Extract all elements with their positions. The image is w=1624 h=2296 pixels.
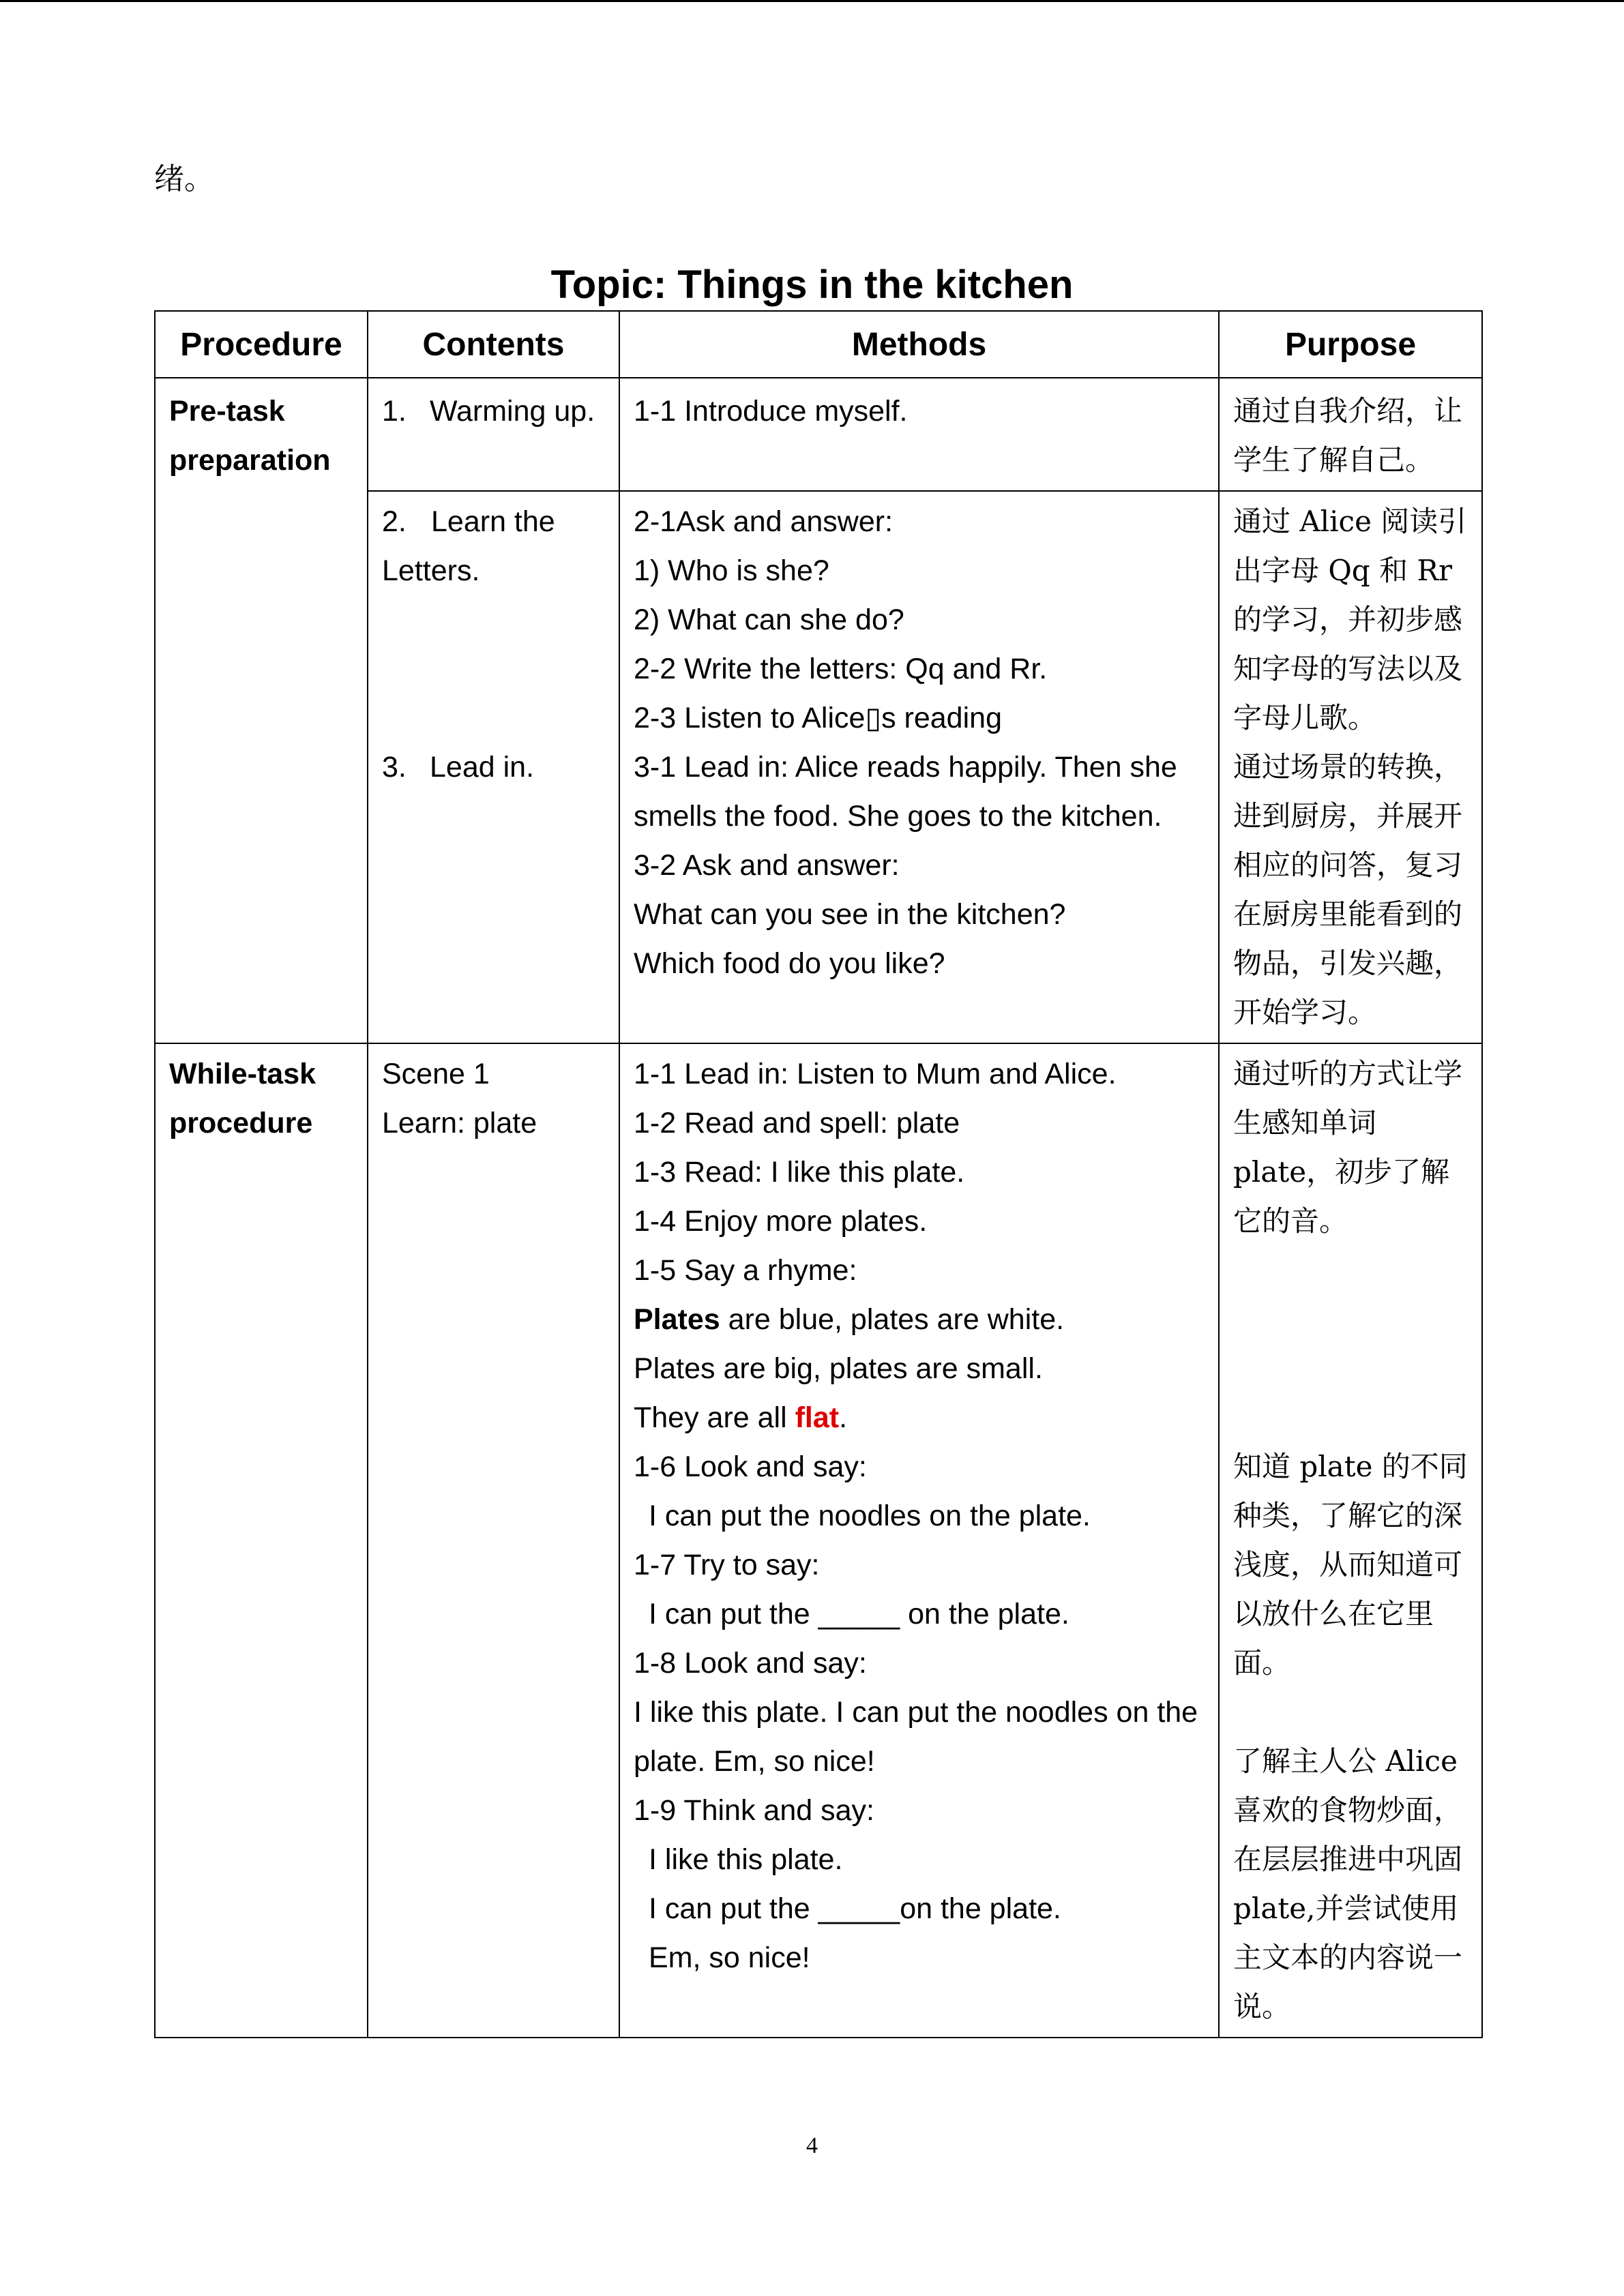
- purpose-line: 物品，引发兴趣，: [1233, 946, 1463, 980]
- content-text: Learn the: [431, 505, 555, 538]
- methods-cell: [619, 1043, 1219, 2038]
- purpose-line: 字母儿歌。: [1233, 701, 1377, 734]
- content-text: Letters.: [382, 554, 480, 587]
- purpose-line: plate,并尝试使用: [1233, 1892, 1459, 1925]
- method-line: 1-9 Think and say:: [634, 1794, 874, 1827]
- stage-label: Pre-task: [169, 395, 285, 428]
- method-line: 1-4 Enjoy more plates.: [634, 1205, 928, 1238]
- top-border-line: [0, 0, 1624, 2]
- purpose-line: 知道 plate 的不同: [1233, 1450, 1468, 1483]
- rhyme-line: Plates are big, plates are small.: [634, 1352, 1043, 1385]
- purpose-line: 种类，了解它的深: [1233, 1499, 1463, 1532]
- purpose-line: 说。: [1233, 1990, 1291, 2023]
- purpose-cell: [1219, 491, 1482, 1043]
- purpose-line: 相应的问答，复习: [1233, 848, 1463, 882]
- table-row: [155, 378, 1482, 491]
- rhyme-text: They are all: [634, 1401, 795, 1434]
- content-text: Lead in.: [430, 751, 535, 784]
- method-line: 1-2 Read and spell: plate: [634, 1107, 960, 1139]
- purpose-line: 面。: [1233, 1646, 1291, 1680]
- contents-cell: [368, 491, 619, 1043]
- method-line: 1-8 Look and say:: [634, 1647, 867, 1680]
- list-number: 2.: [382, 505, 407, 538]
- page-title: Topic: Things in the kitchen: [550, 263, 1074, 307]
- method-line: 1-6 Look and say:: [634, 1450, 867, 1483]
- stage-label: preparation: [169, 444, 331, 477]
- stage-label: While-task: [169, 1058, 316, 1090]
- purpose-line: 知字母的写法以及: [1233, 652, 1463, 685]
- method-line: plate. Em, so nice!: [634, 1745, 875, 1778]
- table-header-row: [155, 311, 1482, 378]
- method-line: I can put the _____on the plate.: [649, 1892, 1061, 1925]
- methods-cell: [619, 378, 1219, 491]
- method-line: 2-3 Listen to Alice▯s reading: [634, 702, 1002, 734]
- rhyme-bold-word: Plates: [634, 1303, 720, 1336]
- contents-cell: [368, 378, 619, 491]
- method-line: I can put the _____ on the plate.: [649, 1598, 1069, 1630]
- purpose-line: 通过 Alice 阅读引: [1233, 505, 1467, 538]
- purpose-cell: [1219, 378, 1482, 491]
- rhyme-line: [634, 1295, 1205, 1344]
- purpose-line: 主文本的内容说一: [1233, 1941, 1463, 1974]
- lesson-plan-table: [154, 310, 1483, 2038]
- methods-cell: [619, 491, 1219, 1043]
- purpose-line: 以放什么在它里: [1233, 1597, 1434, 1630]
- purpose-line: 进到厨房，并展开: [1233, 799, 1463, 833]
- method-line: 3-1 Lead in: Alice reads happily. Then she: [634, 751, 1177, 784]
- purpose-line: 通过听的方式让学: [1233, 1057, 1463, 1090]
- stage-cell-while-task: [155, 1043, 368, 2038]
- list-number: 3.: [382, 751, 407, 784]
- method-line: 1-1 Introduce myself.: [634, 395, 908, 428]
- purpose-cell: [1219, 1043, 1482, 2038]
- method-line: Em, so nice!: [649, 1941, 810, 1974]
- purpose-line: 它的音。: [1233, 1204, 1348, 1238]
- stage-label: procedure: [169, 1107, 313, 1139]
- table-row: [155, 1043, 1482, 2038]
- purpose-line: 出字母 Qq 和 Rr: [1233, 554, 1453, 587]
- method-line: 1-5 Say a rhyme:: [634, 1254, 857, 1287]
- method-line: 3-2 Ask and answer:: [634, 849, 900, 882]
- header-purpose: Purpose: [1219, 311, 1482, 378]
- purpose-line: 生感知单词: [1233, 1106, 1377, 1139]
- method-line: 2-1Ask and answer:: [634, 505, 894, 538]
- method-line: I can put the noodles on the plate.: [649, 1500, 1091, 1532]
- purpose-line: 学生了解自己。: [1233, 443, 1434, 477]
- header-methods: Methods: [619, 311, 1219, 378]
- purpose-line: 了解主人公 Alice: [1233, 1744, 1458, 1778]
- method-line: 2) What can she do?: [634, 603, 904, 636]
- purpose-line: 在层层推进中巩固: [1233, 1843, 1463, 1876]
- page-number: 4: [806, 2133, 818, 2158]
- purpose-line: 通过场景的转换，: [1233, 750, 1463, 784]
- method-line: 1-3 Read: I like this plate.: [634, 1156, 965, 1189]
- header-contents: Contents: [368, 311, 619, 378]
- contents-cell: [368, 1043, 619, 2038]
- method-line: I like this plate.: [649, 1843, 843, 1876]
- purpose-line: 喜欢的食物炒面，: [1233, 1793, 1463, 1827]
- header-procedure: Procedure: [155, 311, 368, 378]
- rhyme-highlight-word: flat: [795, 1401, 840, 1434]
- content-text: Learn: plate: [382, 1107, 537, 1139]
- content-text: Warming up.: [430, 395, 595, 428]
- purpose-line: 的学习，并初步感: [1233, 603, 1463, 636]
- method-line: I like this plate. I can put the noodles on the: [634, 1696, 1198, 1729]
- purpose-line: 通过自我介绍，让: [1233, 394, 1463, 428]
- purpose-line: 在厨房里能看到的: [1233, 897, 1463, 931]
- content-text: Scene 1: [382, 1058, 490, 1090]
- stage-cell-pre-task: [155, 378, 368, 1043]
- method-line: 1) Who is she?: [634, 554, 829, 587]
- method-line: What can you see in the kitchen?: [634, 898, 1066, 931]
- rhyme-text: are blue, plates are white.: [720, 1303, 1065, 1336]
- purpose-line: plate，初步了解: [1233, 1155, 1450, 1189]
- method-line: 1-1 Lead in: Listen to Mum and Alice.: [634, 1058, 1117, 1090]
- purpose-line: 开始学习。: [1233, 996, 1377, 1029]
- method-line: 1-7 Try to say:: [634, 1549, 820, 1581]
- method-line: smells the food. She goes to the kitchen.: [634, 800, 1162, 833]
- purpose-line: 浅度，从而知道可: [1233, 1548, 1463, 1581]
- method-line: Which food do you like?: [634, 947, 945, 980]
- list-number: 1.: [382, 395, 407, 428]
- rhyme-text: .: [839, 1401, 848, 1434]
- leading-text: 绪。: [154, 162, 214, 196]
- method-line: 2-2 Write the letters: Qq and Rr.: [634, 653, 1048, 685]
- rhyme-line: [634, 1393, 1205, 1442]
